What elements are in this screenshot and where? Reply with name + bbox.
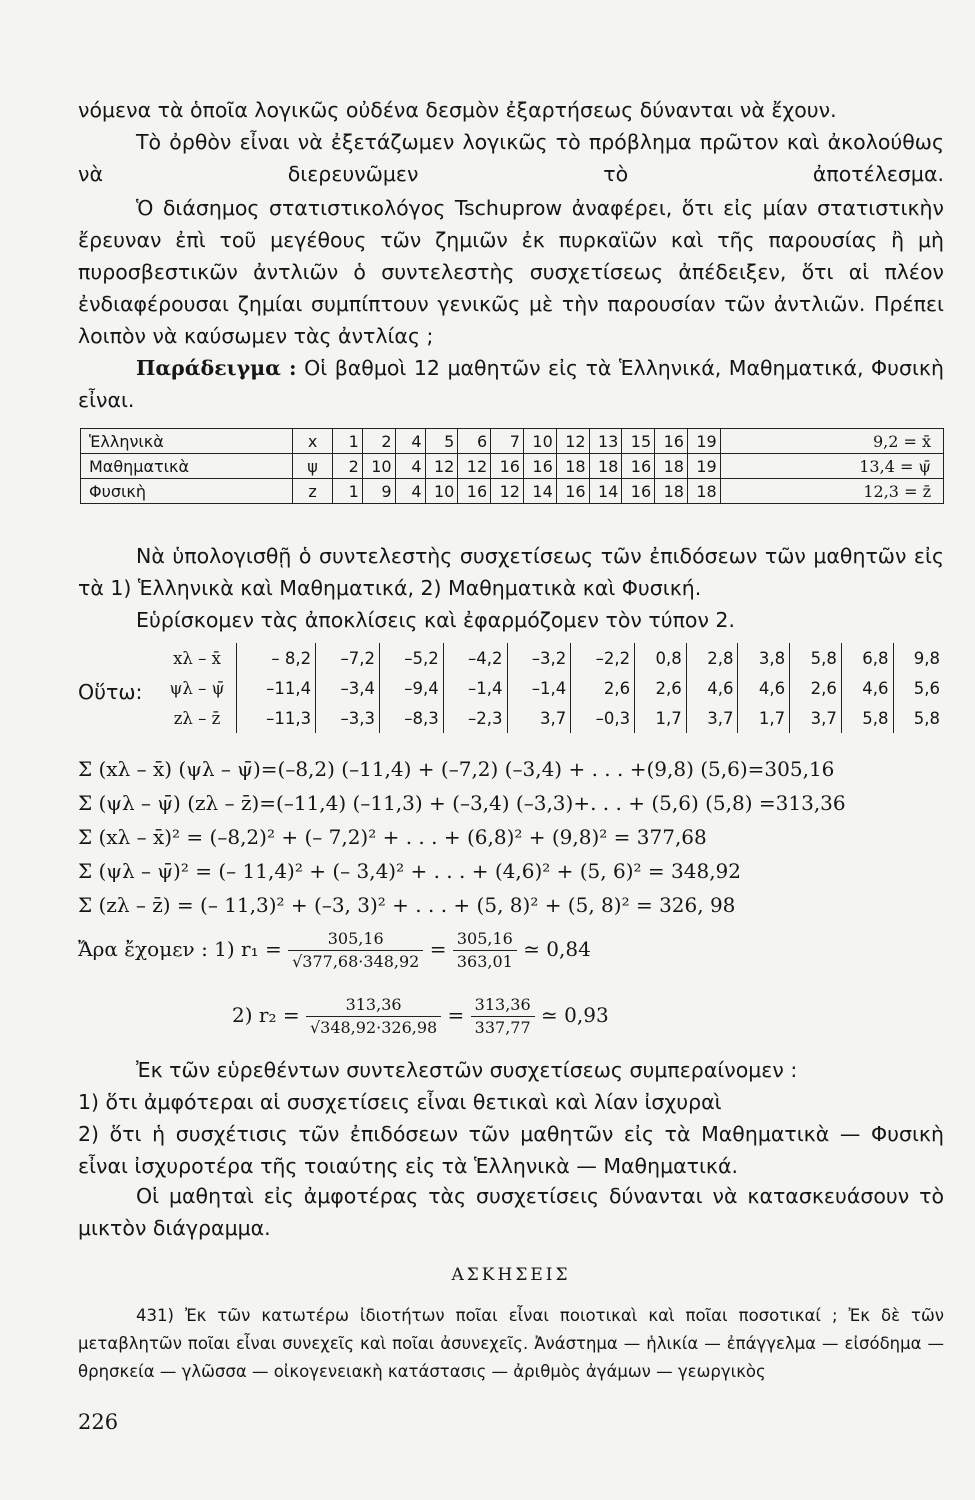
deviation-cell: 2,6: [635, 673, 687, 703]
grade-cell: 16: [556, 479, 589, 504]
grades-table: [80, 428, 944, 504]
deviation-cell: 1,7: [738, 703, 790, 733]
deviation-cell: –2,2: [571, 643, 635, 673]
variable-cell: x: [293, 429, 333, 454]
variable-cell: ψ: [293, 454, 333, 479]
mean-cell: 12,3 = z̄: [720, 479, 943, 504]
deviation-cell: 2,6: [571, 673, 635, 703]
grade-cell: 2: [332, 454, 362, 479]
r2-num-a: 313,36: [306, 994, 441, 1017]
deviation-cell: –8,3: [379, 703, 443, 733]
grade-cell: 16: [458, 479, 491, 504]
sums-block: [78, 752, 944, 922]
result-r1: Ἄρα ἔχομεν : 1) r₁ = $\frac{305,16}{√377,68\cdot 348,92}$ = $\frac{305,16}{363,01}$ ≃ 0,84: [78, 929, 591, 971]
deviation-cell: 5,8: [893, 703, 944, 733]
conclusion-1: 1) ὅτι ἀμφότεραι αἱ συσχετίσεις εἶναι θετικαὶ καὶ λίαν ἰσχυραὶ: [78, 1090, 722, 1114]
paragraph-logical-check: Τὸ ὀρθὸν εἶναι νὰ ἐξετάζωμεν λογικῶς τὸ πρόβλημα πρῶτον καὶ ἀκολούθως νὰ διερευνῶμεν τὸ ἀποτέλεσμα.: [78, 130, 944, 186]
deviation-row: [158, 703, 944, 733]
deviation-cell: –11,4: [237, 673, 316, 703]
deviation-cell: –3,3: [316, 703, 380, 733]
r2-num-b: 313,36: [471, 994, 535, 1017]
paragraph-task: Νὰ ὑπολογισθῇ ὁ συντελεστὴς συσχετίσεως τῶν ἐπιδόσεων τῶν μαθητῶν εἰς τὰ 1) Ἑλληνικὰ καὶ Μαθηματικά, 2) Μαθηματικὰ καὶ Φυσική.: [78, 544, 944, 600]
deviation-cell: –2,3: [443, 703, 507, 733]
deviation-cell: 3,7: [686, 703, 738, 733]
deviation-cell: 3,7: [507, 703, 571, 733]
deviation-cell: 4,6: [841, 673, 893, 703]
grade-cell: 12: [491, 479, 524, 504]
r1-fraction-a: [288, 928, 423, 973]
deviation-cell: –3,2: [507, 643, 571, 673]
deviation-cell: 4,6: [686, 673, 738, 703]
deviation-label: xλ – x̄: [173, 648, 221, 668]
grade-cell: 4: [395, 429, 425, 454]
grade-cell: 14: [523, 479, 556, 504]
paragraph-tschuprow: Ὁ διάσημος στατιστικολόγος Tschuprow ἀναφέρει, ὅτι εἰς μίαν στατιστικὴν ἔρευναν ἐπὶ τοῦ μεγέθους τῶν ζημιῶν ἐκ πυρκαϊῶν καὶ τῆς παρουσίας ἢ μὴ πυροσβεστικῶν ἀντλιῶν ὁ συντελεστὴς συσχετίσεως ἀπέδειξεν, ὅτι αἱ πλέον ἐνδιαφέρουσαι ζημίαι συμπίπτουν γενικῶς μὲ τὴν παρουσίαν τῶν ἀντλιῶν. Πρέπει λοιπὸν νὰ καύσωμεν τὰς ἀντλίας ;: [78, 196, 944, 348]
grade-cell: 1: [332, 429, 362, 454]
r1-prefix: Ἄρα ἔχομεν : 1) r₁ =: [78, 937, 282, 961]
r1-num-b: 305,16: [453, 928, 517, 951]
grade-cell: 6: [458, 429, 491, 454]
grade-cell: 7: [491, 429, 524, 454]
grade-cell: 18: [687, 479, 720, 504]
deviation-cell: – 8,2: [237, 643, 316, 673]
grade-cell: 4: [395, 454, 425, 479]
r1-den-a: √377,68·348,92: [292, 952, 420, 971]
conclusion-intro: Ἐκ τῶν εὑρεθέντων συντελεστῶν συσχετίσεως συμπεραίνομεν :: [136, 1058, 798, 1082]
mean-cell: 13,4 = ψ̄: [720, 454, 943, 479]
grade-cell: 10: [425, 479, 458, 504]
deviation-cell: –1,4: [507, 673, 571, 703]
grade-cell: 12: [458, 454, 491, 479]
r2-fraction-b: [471, 994, 535, 1039]
deviation-row: [158, 673, 944, 703]
deviation-cell: 4,6: [738, 673, 790, 703]
grade-cell: 1: [332, 479, 362, 504]
paragraph-deviations: Εὑρίσκομεν τὰς ἀποκλίσεις καὶ ἐφαρμόζομεν τὸν τύπον 2.: [136, 608, 735, 632]
deviation-cell: 5,8: [790, 643, 842, 673]
deviation-cell: 6,8: [841, 643, 893, 673]
result-r2: 2) r₂ = $\frac{313,36}{√348,92\cdot 326,98}$ = $\frac{313,36}{337,77}$ ≃ 0,93: [232, 995, 609, 1037]
grade-cell: 19: [687, 454, 720, 479]
deviation-cell: 1,7: [635, 703, 687, 733]
grade-cell: 16: [523, 454, 556, 479]
deviation-cell: 0,8: [635, 643, 687, 673]
r1-fraction-b: [453, 928, 517, 973]
grade-cell: 9: [362, 479, 395, 504]
mean-cell: 9,2 = x̄: [720, 429, 943, 454]
r2-prefix: 2) r₂ =: [232, 1003, 300, 1027]
deviation-cell: –11,3: [237, 703, 316, 733]
paragraph-example: [78, 352, 944, 416]
exercises-heading: ΑΣΚΗΣΕΙΣ: [451, 1265, 571, 1285]
deviation-cell: –9,4: [379, 673, 443, 703]
exercise-431: 431) Ἐκ τῶν κατωτέρω ἰδιοτήτων ποῖαι εἶναι ποιοτικαὶ καὶ ποῖαι ποσοτικαί ; Ἐκ δὲ τῶν μεταβλητῶν ποῖαι εἶναι συνεχεῖς καὶ ποῖαι ἀσυνεχεῖς. Ἀνάστημα — ἡλικία — ἐπάγγελμα — εἰσόδημα — θρησκεία — γλῶσσα — οἰκογενειακὴ κατάστασις — ἀριθμὸς ἀγάμων — γεωργικὸς: [78, 1306, 944, 1381]
r2-value: ≃ 0,93: [541, 1003, 609, 1027]
deviation-cell: –5,2: [379, 643, 443, 673]
grade-cell: 13: [589, 429, 622, 454]
grade-cell: 16: [622, 479, 655, 504]
deviations-table: [158, 643, 944, 733]
grade-cell: 5: [425, 429, 458, 454]
subject-cell: Ἑλληνικὰ: [81, 429, 293, 454]
deviation-cell: 3,7: [790, 703, 842, 733]
variable-cell: z: [293, 479, 333, 504]
page-number: 226: [78, 1410, 119, 1434]
sum-z-sq: Σ (zλ – z̄) = (– 11,3)² + (–3, 3)² + . . . + (5, 8)² + (5, 8)² = 326, 98: [78, 893, 736, 917]
deviation-cell: –7,2: [316, 643, 380, 673]
r1-value: ≃ 0,84: [523, 937, 591, 961]
deviation-cell: –1,4: [443, 673, 507, 703]
grade-cell: 4: [395, 479, 425, 504]
grade-cell: 18: [655, 454, 688, 479]
deviation-cell: 2,6: [790, 673, 842, 703]
grades-row: [81, 479, 944, 504]
grade-cell: 10: [523, 429, 556, 454]
r2-den-b: 337,77: [474, 1018, 531, 1037]
text-line-top: νόμενα τὰ ὁποῖα λογικῶς οὐδένα δεσμὸν ἐξαρτήσεως δύνανται νὰ ἔχουν.: [78, 98, 837, 122]
deviation-row: [158, 643, 944, 673]
subject-cell: Μαθηματικὰ: [81, 454, 293, 479]
sum-yz: Σ (ψλ – ψ̄) (zλ – z̄)=(–11,4) (–11,3) + (–3,4) (–3,3)+. . . + (5,6) (5,8) =313,36: [78, 791, 846, 815]
sum-xy: Σ (xλ – x̄) (ψλ – ψ̄)=(–8,2) (–11,4) + (–7,2) (–3,4) + . . . +(9,8) (5,6)=305,16: [78, 757, 835, 781]
grade-cell: 12: [556, 429, 589, 454]
r1-num-a: 305,16: [288, 928, 423, 951]
grade-cell: 15: [622, 429, 655, 454]
deviation-cell: 3,8: [738, 643, 790, 673]
grade-cell: 18: [589, 454, 622, 479]
sum-y-sq: Σ (ψλ – ψ̄)² = (– 11,4)² + (– 3,4)² + . . . + (4,6)² + (5, 6)² = 348,92: [78, 859, 741, 883]
grades-row: [81, 454, 944, 479]
outo-label: Οὕτω:: [78, 680, 143, 704]
deviation-cell: 9,8: [893, 643, 944, 673]
grade-cell: 16: [622, 454, 655, 479]
grade-cell: 10: [362, 454, 395, 479]
grade-cell: 19: [687, 429, 720, 454]
r2-den-a: √348,92·326,98: [309, 1018, 438, 1037]
grade-cell: 14: [589, 479, 622, 504]
deviation-cell: 5,8: [841, 703, 893, 733]
example-label: Παράδειγμα :: [136, 356, 297, 380]
grades-row: [81, 429, 944, 454]
conclusion-3: Οἱ μαθηταὶ εἰς ἀμφοτέρας τὰς συσχετίσεις δύνανται νὰ κατασκευάσουν τὸ μικτὸν διάγραμμα.: [78, 1184, 944, 1240]
r1-den-b: 363,01: [456, 952, 513, 971]
subject-cell: Φυσικὴ: [81, 479, 293, 504]
sum-x-sq: Σ (xλ – x̄)² = (–8,2)² + (– 7,2)² + . . . + (6,8)² + (9,8)² = 377,68: [78, 825, 707, 849]
grade-cell: 16: [491, 454, 524, 479]
grade-cell: 2: [362, 429, 395, 454]
deviation-cell: –3,4: [316, 673, 380, 703]
example-text: Οἱ βαθμοὶ 12 μαθητῶν εἰς τὰ Ἑλληνικά, Μαθηματικά, Φυσικὴ εἶναι.: [78, 356, 944, 412]
grade-cell: 18: [556, 454, 589, 479]
grade-cell: 12: [425, 454, 458, 479]
r2-fraction-a: [306, 994, 441, 1039]
grade-cell: 18: [655, 479, 688, 504]
deviation-label: ψλ – ψ̄: [169, 678, 225, 698]
deviation-cell: 2,8: [686, 643, 738, 673]
conclusion-2: 2) ὅτι ἡ συσχέτισις τῶν ἐπιδόσεων τῶν μαθητῶν εἰς τὰ Μαθηματικὰ — Φυσικὴ εἶναι ἰσχυροτέρα τῆς τοιαύτης εἰς τὰ Ἑλληνικὰ — Μαθηματικά.: [78, 1122, 944, 1178]
deviation-label: zλ – z̄: [173, 708, 221, 728]
deviation-cell: –0,3: [571, 703, 635, 733]
deviation-cell: –4,2: [443, 643, 507, 673]
deviation-cell: 5,6: [893, 673, 944, 703]
grade-cell: 16: [655, 429, 688, 454]
